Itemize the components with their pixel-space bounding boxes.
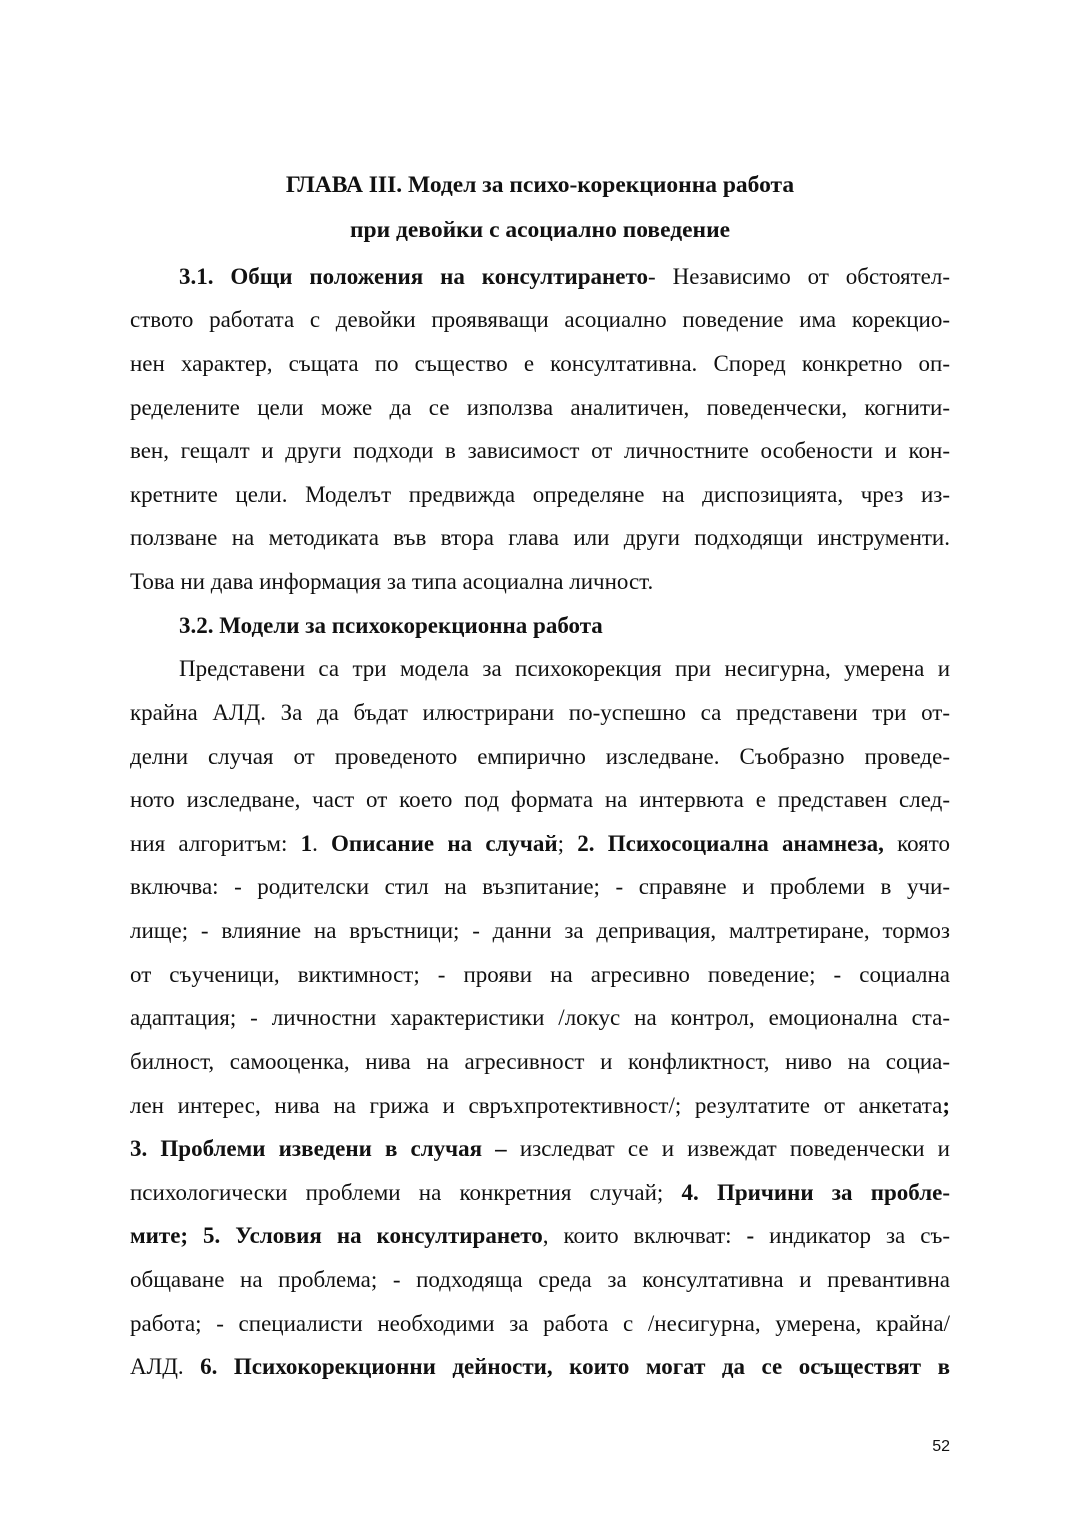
paragraph-line: делни случая от проведеното емпирично изследване. Съобразно проведе- [130,744,950,769]
paragraph-line: работа; - специалисти необходими за работа с /несигурна, умерена, крайна/ [130,1311,950,1336]
paragraph-line: крайна АЛД. За да бъдат илюстрирани по-успешно са представени три от- [130,700,950,725]
paragraph-line: ползване на методиката във втора глава или други подходящи инструменти. [130,525,950,550]
paragraph-line: ределените цели може да се използва аналитичен, поведенчески, когнити- [130,395,950,420]
paragraph-line: от съученици, виктимност; - прояви на агресивно поведение; - социална [130,962,950,987]
paragraph-line: ството работата с девойки проявяващи асоциално поведение има корекцио- [130,307,950,332]
paragraph-line: билност, самооценка, нива на агресивност и конфликтност, ниво на социа- [130,1049,950,1074]
paragraph-line: мите; 5. Условия на консултирането, които включват: - индикатор за съ- [130,1223,951,1248]
paragraph-line: ното изследване, част от което под формата на интервюта е представен след- [130,787,950,812]
page-number: 52 [932,1438,950,1455]
chapter-title-line-1: ГЛАВА III. Модел за психо-корекционна работа [285,172,795,198]
paragraph-line: кретните цели. Моделът предвижда определяне на диспозицията, чрез из- [130,482,950,507]
paragraph-line: психологически проблеми на конкретния случай; 4. Причини за пробле- [130,1180,950,1205]
paragraph-line: ния алгоритъм: 1. Описание на случай; 2. Психосоциална анамнеза, която [130,831,951,856]
paragraph-line: Това ни дава информация за типа асоциална личност. [130,569,654,594]
section-3-2-heading: 3.2. Модели за психокорекционна работа [179,613,603,638]
paragraph-line: адаптация; - личностни характеристики /локус на контрол, емоционална ста- [130,1005,950,1030]
paragraph-line: вен, гещалт и други подходи в зависимост от личностните особености и кон- [130,438,950,463]
section-3-1-line-1: 3.1. Общи положения на консултирането- Независимо от обстоятел- [179,264,950,289]
paragraph-line: общаване на проблема; - подходяща среда за консултативна и превантивна [130,1267,950,1292]
paragraph-line: включва: - родителски стил на възпитание; - справяне и проблеми в учи- [130,874,950,899]
paragraph-line: Представени са три модела за психокорекция при несигурна, умерена и [179,656,950,681]
paragraph-line: АЛД. 6. Психокорекционни дейности, които могат да се осъществят в [130,1354,951,1379]
paragraph-line: 3. Проблеми изведени в случая – изследват се и извеждат поведенчески и [130,1136,950,1161]
paragraph-line: лен интерес, нива на грижа и свръхпротективност/; резултатите от анкетата; [130,1093,950,1118]
paragraph-line: лище; - влияние на връстници; - данни за депривация, малтретиране, тормоз [130,918,950,943]
section-3-1-heading: 3.1. Общи положения на консултирането [179,264,649,289]
chapter-title-line-2: при девойки с асоциално поведение [349,217,731,243]
paragraph-line: нен характер, същата по същество е консултативна. Според конкретно оп- [130,351,950,376]
